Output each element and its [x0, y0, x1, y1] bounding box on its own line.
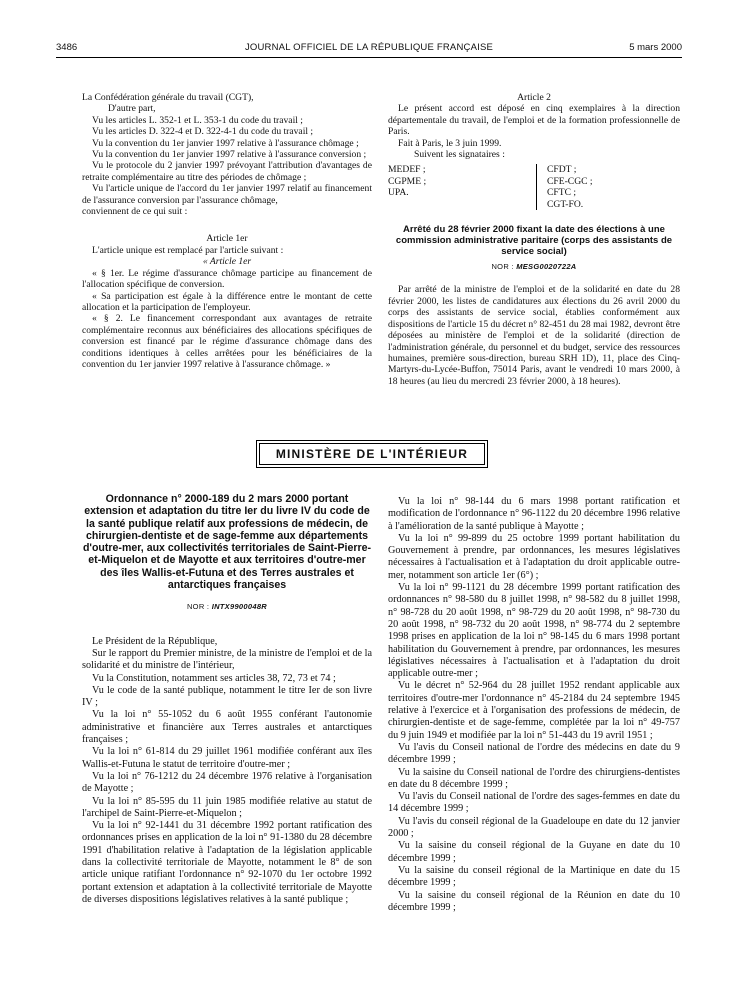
ordonnance-paragraph: Vu la loi n° 99-1121 du 28 décembre 1999 portant ratification des ordonnances n° 98-580 du 8 juillet 1998, n° 98-582 du 8 juillet 1998, n° 98-728 du 20 août 1998, n° 98-729 du 20 août 1998, n° 98-730 du 20 août 1998, n° 98-732 du 20 août 1998, n° 98-774 du 2 septembre 1998 prises en application de la loi n° 98-145 du 6 mars 1998 portant habilitation du Gouvernement à prendre, par ordonnances, les mesures législatives nécessaires à l'actualisation et à l'adaptation du droit applicable outre-mer ; [388, 582, 680, 680]
accord-line: La Confédération générale du travail (CGT), [82, 92, 254, 103]
accord-line: Vu le protocole du 2 janvier 1997 prévoyant l'attribution d'avantages de retraite complémentaire au titre des périodes de chômage ; [82, 160, 372, 183]
accord-column-left [82, 92, 372, 370]
signatories-right [537, 164, 593, 210]
ordonnance-paragraph: Le Président de la République, [92, 635, 218, 647]
ordonnance-paragraph: Vu le code de la santé publique, notamment le titre Ier de son livre IV ; [82, 684, 372, 709]
nor-code: INTX9900048R [211, 602, 268, 612]
nor-code: MESG0020722A [516, 262, 577, 272]
ordonnance-paragraph: Vu l'avis du conseil régional de la Guadeloupe en date du 12 janvier 2000 ; [388, 815, 680, 840]
ordonnance-column-right [388, 496, 680, 914]
ordonnance-paragraph: Vu la loi n° 92-1441 du 31 décembre 1992 portant ratification des ordonnances prises en application de la loi n° 91-1380 du 28 décembre 1991 d'habilitation relative à l'adaptation de la législation applicable dans la collectivité territoriale de Mayotte, notamment le 8° de son article unique ratifiant l'ordonnance n° 92-1070 du 1er octobre 1992 portant extension et adaptation à la collectivité territoriale de Mayotte de diverses dispositions législatives relatives à la santé publique ; [82, 820, 372, 905]
page-header [56, 42, 682, 58]
nor-label: NOR : [491, 262, 514, 272]
accord-line: Vu la convention du 1er janvier 1997 relative à l'assurance chômage ; [92, 137, 359, 149]
signatory: CFDT ; [547, 164, 577, 176]
arrete-title: Arrêté du 28 février 2000 fixant la date des élections à une commission administrative paritaire (corps des assistants de service social) [395, 224, 673, 258]
page-number: 3486 [56, 42, 78, 53]
signatories-label: Suivent les signataires : [414, 149, 505, 161]
ordonnance-paragraph: Vu l'avis du Conseil national de l'ordre des sages-femmes en date du 14 décembre 1999 ; [388, 791, 680, 815]
ordonnance-title: Ordonnance n° 2000-189 du 2 mars 2000 portant extension et adaptation du titre Ier du livre IV du code de la santé publique relatif aux professions de médecin, de chirurgien-dentiste et de sage-femme aux départements d'outre-mer, aux collectivités territoriales de Saint-Pierre-et-Miquelon et de Mayotte et aux territoires d'outre-mer des îles Wallis-et-Futuna et des Terres australes et antarctiques françaises [82, 493, 372, 592]
issue-date: 5 mars 2000 [629, 42, 682, 53]
ordonnance-paragraph: Vu la saisine du conseil régional de la Guyane en date du 10 décembre 1999 ; [388, 840, 680, 864]
signatory: CGPME ; [388, 175, 427, 187]
ordonnance-paragraph: Vu la saisine du conseil régional de la Réunion en date du 10 décembre 1999 ; [388, 889, 680, 913]
accord-line: Vu la convention du 1er janvier 1997 relative à l'assurance conversion ; [92, 149, 367, 161]
arrete-text: Par arrêté de la ministre de l'emploi et de la solidarité en date du 28 février 2000, les listes de candidatures aux élections du 26 avril 2000 du corps des assistants de service social, établies conformément aux dispositions de l'article 15 du décret n° 82-451 du 28 mai 1982, devront être déposées au ministère de l'emploi et de la solidarité (direction de l'administration générale, du personnel et du budget, service des ressources humaines, première sous-direction, bureau SRH 1D), 11, place des Cinq-Martyrs-du-Lycée-Buffon, 75014 Paris, avant le vendredi 10 mars 2000, à 18 heures (au lieu du mercredi 23 février 2000, à 18 heures). [388, 284, 680, 387]
accord-line: conviennent de ce qui suit : [82, 206, 188, 218]
ministry-heading-box [256, 440, 488, 468]
accord-line: Vu les articles L. 352-1 et L. 353-1 du code du travail ; [92, 114, 303, 126]
ministry-heading: MINISTÈRE DE L'INTÉRIEUR [259, 443, 485, 465]
ordonnance-paragraph: Vu l'avis du Conseil national de l'ordre des médecins en date du 9 décembre 1999 ; [388, 741, 680, 766]
ordonnance-nor [82, 601, 372, 613]
ordonnance-paragraph: Vu la loi n° 98-144 du 6 mars 1998 portant ratification et modification de l'ordonnance n° 96-1122 du 20 décembre 1996 relative à l'amélioration de la santé publique à Mayotte ; [388, 496, 680, 532]
ordonnance-paragraph: Vu la loi n° 61-814 du 29 juillet 1961 modifiée conférant aux îles Wallis-et-Futuna le statut de territoire d'outre-mer ; [82, 746, 372, 770]
ordonnance-paragraph: Vu la saisine du Conseil national de l'ordre des chirurgiens-dentistes en date du 8 décembre 1999 ; [388, 766, 680, 790]
article-1-paragraph: « Sa participation est égale à la différence entre le montant de cette allocation et la participation de l'employeur. [82, 290, 372, 313]
ordonnance-column-left [82, 493, 372, 906]
nor-label: NOR : [186, 602, 210, 612]
article-1-heading: Article 1er [206, 233, 248, 245]
header-rule [56, 57, 682, 58]
signatories-left [388, 164, 537, 210]
article-1-paragraph: « § 1er. Le régime d'assurance chômage participe au financement de l'allocation spécifique de conversion. [82, 267, 372, 291]
signatories-table [388, 164, 680, 210]
ordonnance-paragraph: Vu le décret n° 52-964 du 28 juillet 1952 rendant applicable aux territoires d'outre-mer l'ordonnance n° 45-2184 du 24 septembre 1945 relative à l'exercice et à l'organisation des professions de médecin, de chirurgien-dentiste et de sage-femme, complétée par la loi n° 49-757 du 9 juin 1949 et modifiée par la loi n° 51-443 du 19 avril 1951 ; [388, 680, 680, 741]
ordonnance-paragraph: Vu la saisine du conseil régional de la Martinique en date du 15 décembre 1999 ; [388, 864, 680, 889]
ordonnance-paragraph: Vu la loi n° 99-899 du 25 octobre 1999 portant habilitation du Gouvernement à prendre, par ordonnances, les mesures législatives nécessaires à l'actualisation et à l'adaptation du droit applicable outre-mer, notamment son article 1er (6°) ; [388, 532, 680, 581]
ordonnance-paragraph: Vu la loi n° 76-1212 du 24 décembre 1976 relative à l'organisation de Mayotte ; [82, 770, 372, 795]
ordonnance-paragraph: Vu la loi n° 55-1052 du 6 août 1955 conférant l'autonomie administrative et financière aux Terres australes et antarctiques françaises ; [82, 709, 372, 746]
ordonnance-paragraph: Vu la Constitution, notamment ses articles 38, 72, 73 et 74 ; [92, 672, 336, 684]
article-1-intro: L'article unique est remplacé par l'article suivant : [92, 244, 284, 256]
journal-title: JOURNAL OFFICIEL DE LA RÉPUBLIQUE FRANÇAISE [244, 42, 494, 53]
ordonnance-paragraph: Sur le rapport du Premier ministre, de la ministre de l'emploi et de la solidarité et du ministre de l'intérieur, [82, 647, 372, 672]
signature-place-date: Fait à Paris, le 3 juin 1999. [398, 137, 502, 149]
article-2-text: Le présent accord est déposé en cinq exemplaires à la direction départementale du travail, de l'emploi et de la formation professionnelle de Paris. [388, 103, 680, 138]
signatory: CFE-CGC ; [547, 175, 593, 187]
accord-column-right [388, 92, 680, 387]
article-1-paragraph: « § 2. Le financement correspondant aux avantages de retraite complémentaire reconnus aux bénéficiaires des allocations spécifiques de conversion est financé par le régime d'assurance chômage dans des conditions identiques à celles arrêtées pour les bénéficiaires de la convention du 1er janvier 1997 relative à l'assurance chômage. » [82, 313, 372, 370]
arrete-nor [388, 261, 680, 272]
signatory: MEDEF ; [388, 164, 426, 176]
signatory: UPA. [388, 187, 409, 199]
article-1-quote-heading: « Article 1er [202, 256, 252, 268]
article-2-heading: Article 2 [517, 92, 551, 103]
ordonnance-paragraph: Vu la loi n° 85-595 du 11 juin 1985 modifiée relative au statut de l'archipel de Saint-Pierre-et-Miquelon ; [82, 795, 372, 819]
signatory: CGT-FO. [547, 198, 584, 210]
accord-line: D'autre part, [108, 103, 156, 115]
accord-line: Vu l'article unique de l'accord du 1er janvier 1997 relatif au financement de l'assurance conversion par l'assurance chômage, [82, 183, 372, 206]
signatory: CFTC ; [547, 187, 577, 199]
accord-line: Vu les articles D. 322-4 et D. 322-4-1 du code du travail ; [92, 126, 314, 138]
